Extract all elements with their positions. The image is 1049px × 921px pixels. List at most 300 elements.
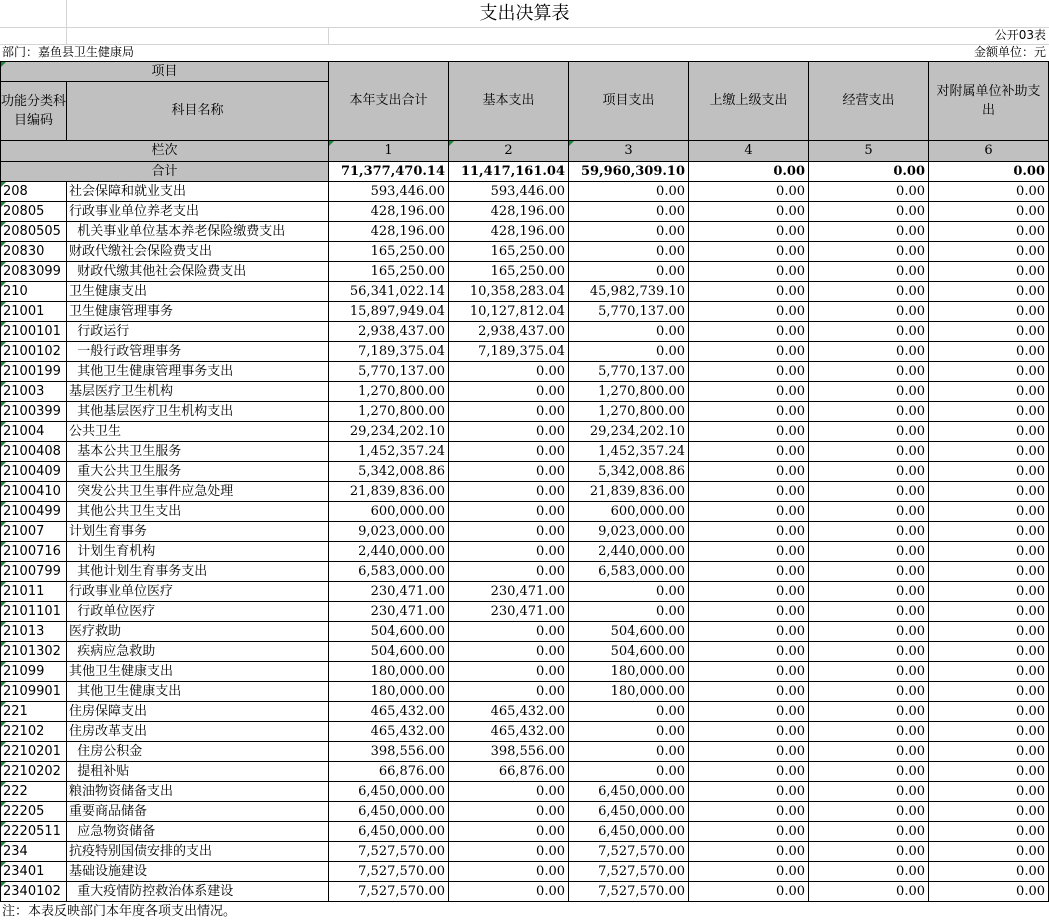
row-value[interactable]: 6,583,000.00	[569, 562, 689, 582]
row-value[interactable]: 0.00	[689, 342, 809, 362]
total-value[interactable]: 0.00	[689, 162, 809, 182]
row-value[interactable]: 0.00	[689, 322, 809, 342]
row-code[interactable]: 23401	[0, 862, 67, 882]
row-value[interactable]: 0.00	[929, 522, 1049, 542]
row-value[interactable]: 0.00	[809, 882, 929, 902]
row-value[interactable]: 1,270,800.00	[569, 402, 689, 422]
row-code[interactable]: 2100499	[0, 502, 67, 522]
row-value[interactable]: 0.00	[569, 582, 689, 602]
row-name[interactable]: 一般行政管理事务	[67, 342, 329, 362]
row-value[interactable]: 398,556.00	[449, 742, 569, 762]
row-value[interactable]: 0.00	[929, 402, 1049, 422]
row-value[interactable]: 6,583,000.00	[329, 562, 449, 582]
row-value[interactable]: 465,432.00	[329, 702, 449, 722]
total-value[interactable]: 0.00	[929, 162, 1049, 182]
row-value[interactable]: 0.00	[809, 602, 929, 622]
row-value[interactable]: 0.00	[449, 882, 569, 902]
row-value[interactable]: 0.00	[809, 502, 929, 522]
row-value[interactable]: 428,196.00	[329, 202, 449, 222]
row-value[interactable]: 0.00	[689, 242, 809, 262]
row-value[interactable]: 0.00	[569, 202, 689, 222]
row-value[interactable]: 0.00	[809, 442, 929, 462]
title-cell-a[interactable]	[0, 0, 67, 27]
row-code[interactable]: 2100410	[0, 482, 67, 502]
row-value[interactable]: 0.00	[929, 562, 1049, 582]
row-value[interactable]: 428,196.00	[449, 202, 569, 222]
row-name[interactable]: 住房保障支出	[67, 702, 329, 722]
row-value[interactable]: 10,358,283.04	[449, 282, 569, 302]
row-name[interactable]: 疾病应急救助	[67, 642, 329, 662]
row-value[interactable]: 0.00	[929, 702, 1049, 722]
row-value[interactable]: 21,839,836.00	[329, 482, 449, 502]
row-code[interactable]: 21013	[0, 622, 67, 642]
row-value[interactable]: 1,270,800.00	[329, 402, 449, 422]
row-value[interactable]: 0.00	[569, 702, 689, 722]
row-value[interactable]: 0.00	[929, 462, 1049, 482]
row-value[interactable]: 0.00	[449, 662, 569, 682]
row-value[interactable]: 1,270,800.00	[569, 382, 689, 402]
row-value[interactable]: 0.00	[689, 802, 809, 822]
row-name[interactable]: 计划生育事务	[67, 522, 329, 542]
row-value[interactable]: 0.00	[449, 542, 569, 562]
row-code[interactable]: 21099	[0, 662, 67, 682]
row-code[interactable]: 2100716	[0, 542, 67, 562]
row-name[interactable]: 其他卫生健康支出	[67, 682, 329, 702]
row-value[interactable]: 0.00	[449, 502, 569, 522]
row-value[interactable]: 0.00	[569, 762, 689, 782]
row-value[interactable]: 0.00	[809, 222, 929, 242]
row-name[interactable]: 行政事业单位医疗	[67, 582, 329, 602]
row-value[interactable]: 6,450,000.00	[329, 782, 449, 802]
row-value[interactable]: 1,452,357.24	[569, 442, 689, 462]
row-value[interactable]: 9,023,000.00	[569, 522, 689, 542]
row-value[interactable]: 10,127,812.04	[449, 302, 569, 322]
row-name[interactable]: 行政运行	[67, 322, 329, 342]
row-value[interactable]: 45,982,739.10	[569, 282, 689, 302]
row-value[interactable]: 504,600.00	[329, 642, 449, 662]
row-value[interactable]: 5,770,137.00	[569, 362, 689, 382]
row-value[interactable]: 7,527,570.00	[569, 882, 689, 902]
row-value[interactable]: 0.00	[449, 562, 569, 582]
row-value[interactable]: 0.00	[809, 822, 929, 842]
row-value[interactable]: 0.00	[449, 622, 569, 642]
row-value[interactable]: 7,527,570.00	[329, 862, 449, 882]
row-name[interactable]: 基层医疗卫生机构	[67, 382, 329, 402]
row-value[interactable]: 0.00	[689, 282, 809, 302]
row-value[interactable]: 0.00	[809, 782, 929, 802]
row-code[interactable]: 2210202	[0, 762, 67, 782]
row-code[interactable]: 208	[0, 182, 67, 202]
row-value[interactable]: 0.00	[689, 602, 809, 622]
row-code[interactable]: 222	[0, 782, 67, 802]
row-value[interactable]: 0.00	[689, 722, 809, 742]
row-value[interactable]: 0.00	[689, 262, 809, 282]
row-value[interactable]: 165,250.00	[329, 262, 449, 282]
row-value[interactable]: 0.00	[569, 262, 689, 282]
row-value[interactable]: 7,189,375.04	[329, 342, 449, 362]
row-value[interactable]: 0.00	[929, 542, 1049, 562]
row-value[interactable]: 0.00	[929, 602, 1049, 622]
row-value[interactable]: 0.00	[689, 302, 809, 322]
row-value[interactable]: 0.00	[809, 622, 929, 642]
row-value[interactable]: 428,196.00	[329, 222, 449, 242]
row-name[interactable]: 行政事业单位养老支出	[67, 202, 329, 222]
column-no-3: 3	[569, 141, 689, 162]
row-value[interactable]: 0.00	[569, 342, 689, 362]
row-value[interactable]: 6,450,000.00	[329, 822, 449, 842]
row-value[interactable]: 5,770,137.00	[329, 362, 449, 382]
row-value[interactable]: 0.00	[449, 782, 569, 802]
row-value[interactable]: 165,250.00	[329, 242, 449, 262]
row-code[interactable]: 2210201	[0, 742, 67, 762]
row-value[interactable]: 0.00	[569, 742, 689, 762]
row-value[interactable]: 0.00	[929, 322, 1049, 342]
row-code[interactable]: 2080505	[0, 222, 67, 242]
row-value[interactable]: 0.00	[449, 522, 569, 542]
row-value[interactable]: 0.00	[809, 342, 929, 362]
row-value[interactable]: 0.00	[809, 362, 929, 382]
row-value[interactable]: 593,446.00	[449, 182, 569, 202]
row-value[interactable]: 0.00	[809, 842, 929, 862]
row-name[interactable]: 应急物资储备	[67, 822, 329, 842]
row-value[interactable]: 0.00	[689, 462, 809, 482]
row-value[interactable]: 0.00	[929, 282, 1049, 302]
row-value[interactable]: 0.00	[689, 402, 809, 422]
row-value[interactable]: 5,342,008.86	[329, 462, 449, 482]
row-name[interactable]: 财政代缴社会保险费支出	[67, 242, 329, 262]
table-row	[0, 262, 1049, 282]
row-value[interactable]: 0.00	[689, 582, 809, 602]
row-value[interactable]: 0.00	[929, 262, 1049, 282]
row-value[interactable]: 504,600.00	[569, 642, 689, 662]
row-value[interactable]: 2,938,437.00	[329, 322, 449, 342]
row-value[interactable]: 0.00	[809, 662, 929, 682]
row-value[interactable]: 0.00	[689, 542, 809, 562]
row-value[interactable]: 0.00	[569, 722, 689, 742]
row-value[interactable]: 2,440,000.00	[569, 542, 689, 562]
row-value[interactable]: 0.00	[809, 482, 929, 502]
row-name[interactable]: 计划生育机构	[67, 542, 329, 562]
row-value[interactable]: 5,342,008.86	[569, 462, 689, 482]
row-name[interactable]: 社会保障和就业支出	[67, 182, 329, 202]
row-code[interactable]: 2220511	[0, 822, 67, 842]
row-value[interactable]: 0.00	[689, 202, 809, 222]
row-name[interactable]: 医疗救助	[67, 622, 329, 642]
text-number-marker-icon	[329, 141, 334, 146]
row-value[interactable]: 504,600.00	[569, 622, 689, 642]
row-value[interactable]: 7,527,570.00	[329, 882, 449, 902]
row-name[interactable]: 卫生健康支出	[67, 282, 329, 302]
row-value[interactable]: 0.00	[689, 762, 809, 782]
row-value[interactable]: 0.00	[689, 562, 809, 582]
row-value[interactable]: 180,000.00	[329, 682, 449, 702]
row-value[interactable]: 0.00	[689, 862, 809, 882]
row-value[interactable]: 465,432.00	[449, 722, 569, 742]
row-value[interactable]: 0.00	[809, 582, 929, 602]
row-value[interactable]: 0.00	[689, 842, 809, 862]
row-value[interactable]: 2,440,000.00	[329, 542, 449, 562]
row-value[interactable]: 0.00	[569, 602, 689, 622]
row-name[interactable]: 其他基层医疗卫生机构支出	[67, 402, 329, 422]
total-value[interactable]: 71,377,470.14	[329, 162, 449, 182]
row-value[interactable]: 465,432.00	[329, 722, 449, 742]
row-value[interactable]: 0.00	[449, 482, 569, 502]
row-value[interactable]: 0.00	[449, 442, 569, 462]
row-value[interactable]: 0.00	[809, 742, 929, 762]
row-value[interactable]: 2,938,437.00	[449, 322, 569, 342]
row-value[interactable]: 29,234,202.10	[329, 422, 449, 442]
row-value[interactable]: 1,452,357.24	[329, 442, 449, 462]
row-value[interactable]: 0.00	[809, 402, 929, 422]
row-value[interactable]: 29,234,202.10	[569, 422, 689, 442]
row-value[interactable]: 6,450,000.00	[569, 802, 689, 822]
row-name[interactable]: 财政代缴其他社会保险费支出	[67, 262, 329, 282]
row-value[interactable]: 0.00	[569, 242, 689, 262]
row-value[interactable]: 0.00	[809, 182, 929, 202]
row-code[interactable]: 2340102	[0, 882, 67, 902]
row-value[interactable]: 0.00	[809, 722, 929, 742]
row-value[interactable]: 0.00	[809, 282, 929, 302]
row-value[interactable]: 9,023,000.00	[329, 522, 449, 542]
row-value[interactable]: 0.00	[809, 762, 929, 782]
row-value[interactable]: 0.00	[929, 782, 1049, 802]
row-value[interactable]: 600,000.00	[329, 502, 449, 522]
row-value[interactable]: 0.00	[929, 842, 1049, 862]
row-value[interactable]: 0.00	[929, 762, 1049, 782]
blank-cell[interactable]	[0, 27, 67, 44]
row-value[interactable]: 66,876.00	[329, 762, 449, 782]
row-value[interactable]: 6,450,000.00	[329, 802, 449, 822]
row-name[interactable]: 其他卫生健康管理事务支出	[67, 362, 329, 382]
row-code[interactable]: 21011	[0, 582, 67, 602]
row-value[interactable]: 230,471.00	[449, 582, 569, 602]
row-code[interactable]: 22205	[0, 802, 67, 822]
row-value[interactable]: 180,000.00	[569, 662, 689, 682]
row-value[interactable]: 0.00	[689, 422, 809, 442]
row-value[interactable]: 0.00	[929, 222, 1049, 242]
row-code[interactable]: 2100409	[0, 462, 67, 482]
row-value[interactable]: 230,471.00	[329, 602, 449, 622]
row-code[interactable]: 20805	[0, 202, 67, 222]
row-value[interactable]: 0.00	[569, 222, 689, 242]
row-code[interactable]: 2100199	[0, 362, 67, 382]
row-value[interactable]: 0.00	[449, 402, 569, 422]
row-value[interactable]: 0.00	[689, 642, 809, 662]
row-value[interactable]: 593,446.00	[329, 182, 449, 202]
row-name[interactable]: 重大疫情防控救治体系建设	[67, 882, 329, 902]
row-value[interactable]: 0.00	[689, 822, 809, 842]
row-value[interactable]: 180,000.00	[329, 662, 449, 682]
row-value[interactable]: 165,250.00	[449, 262, 569, 282]
row-value[interactable]: 0.00	[809, 802, 929, 822]
row-value[interactable]: 0.00	[929, 622, 1049, 642]
row-value[interactable]: 0.00	[569, 322, 689, 342]
row-value[interactable]: 1,270,800.00	[329, 382, 449, 402]
row-value[interactable]: 0.00	[929, 422, 1049, 442]
row-value[interactable]: 7,527,570.00	[569, 842, 689, 862]
row-code[interactable]: 2100102	[0, 342, 67, 362]
row-name[interactable]: 其他卫生健康支出	[67, 662, 329, 682]
row-value[interactable]: 0.00	[569, 182, 689, 202]
row-value[interactable]: 0.00	[929, 202, 1049, 222]
row-code[interactable]: 21003	[0, 382, 67, 402]
row-value[interactable]: 0.00	[929, 802, 1049, 822]
row-code[interactable]: 210	[0, 282, 67, 302]
row-value[interactable]: 0.00	[449, 862, 569, 882]
row-code[interactable]: 20830	[0, 242, 67, 262]
row-code[interactable]: 2100799	[0, 562, 67, 582]
row-value[interactable]: 0.00	[929, 502, 1049, 522]
row-value[interactable]: 0.00	[929, 382, 1049, 402]
row-value[interactable]: 0.00	[449, 802, 569, 822]
row-value[interactable]: 0.00	[809, 202, 929, 222]
row-value[interactable]: 0.00	[809, 462, 929, 482]
row-value[interactable]: 0.00	[929, 862, 1049, 882]
row-code[interactable]: 21004	[0, 422, 67, 442]
row-value[interactable]: 0.00	[809, 562, 929, 582]
row-name[interactable]: 重要商品储备	[67, 802, 329, 822]
row-value[interactable]: 6,450,000.00	[569, 782, 689, 802]
row-name[interactable]: 公共卫生	[67, 422, 329, 442]
row-value[interactable]: 0.00	[689, 702, 809, 722]
row-value[interactable]: 56,341,022.14	[329, 282, 449, 302]
row-value[interactable]: 0.00	[689, 222, 809, 242]
row-value[interactable]: 0.00	[449, 382, 569, 402]
row-value[interactable]: 0.00	[929, 302, 1049, 322]
row-value[interactable]: 0.00	[809, 242, 929, 262]
row-code[interactable]: 22102	[0, 722, 67, 742]
total-value[interactable]: 0.00	[809, 162, 929, 182]
row-name[interactable]: 其他计划生育事务支出	[67, 562, 329, 582]
row-value[interactable]: 0.00	[449, 362, 569, 382]
row-value[interactable]: 398,556.00	[329, 742, 449, 762]
row-value[interactable]: 0.00	[809, 522, 929, 542]
row-value[interactable]: 7,189,375.04	[449, 342, 569, 362]
row-name[interactable]: 重大公共卫生服务	[67, 462, 329, 482]
row-value[interactable]: 0.00	[689, 382, 809, 402]
row-value[interactable]: 0.00	[809, 702, 929, 722]
row-value[interactable]: 6,450,000.00	[569, 822, 689, 842]
row-value[interactable]: 230,471.00	[449, 602, 569, 622]
row-value[interactable]: 0.00	[449, 422, 569, 442]
row-value[interactable]: 0.00	[689, 742, 809, 762]
row-name[interactable]: 粮油物资储备支出	[67, 782, 329, 802]
row-value[interactable]: 0.00	[929, 182, 1049, 202]
row-code[interactable]: 2109901	[0, 682, 67, 702]
row-value[interactable]: 0.00	[929, 362, 1049, 382]
row-value[interactable]: 0.00	[809, 642, 929, 662]
row-value[interactable]: 0.00	[809, 862, 929, 882]
row-value[interactable]: 0.00	[809, 322, 929, 342]
row-value[interactable]: 504,600.00	[329, 622, 449, 642]
row-code[interactable]: 2100408	[0, 442, 67, 462]
row-value[interactable]: 0.00	[689, 662, 809, 682]
row-value[interactable]: 0.00	[689, 622, 809, 642]
row-value[interactable]: 0.00	[929, 482, 1049, 502]
row-value[interactable]: 0.00	[809, 262, 929, 282]
row-value[interactable]: 0.00	[929, 442, 1049, 462]
row-value[interactable]: 230,471.00	[329, 582, 449, 602]
row-name[interactable]: 住房公积金	[67, 742, 329, 762]
row-value[interactable]: 0.00	[449, 642, 569, 662]
row-code[interactable]: 2101101	[0, 602, 67, 622]
row-name[interactable]: 基本公共卫生服务	[67, 442, 329, 462]
row-code[interactable]: 2083099	[0, 262, 67, 282]
row-value[interactable]: 0.00	[689, 482, 809, 502]
row-value[interactable]: 0.00	[929, 342, 1049, 362]
row-value[interactable]: 0.00	[689, 682, 809, 702]
row-name[interactable]: 基础设施建设	[67, 862, 329, 882]
row-value[interactable]: 15,897,949.04	[329, 302, 449, 322]
row-name[interactable]: 其他公共卫生支出	[67, 502, 329, 522]
row-name[interactable]: 卫生健康管理事务	[67, 302, 329, 322]
row-value[interactable]: 0.00	[689, 182, 809, 202]
row-name[interactable]: 机关事业单位基本养老保险缴费支出	[67, 222, 329, 242]
row-value[interactable]: 0.00	[689, 502, 809, 522]
row-code[interactable]: 21001	[0, 302, 67, 322]
row-value[interactable]: 0.00	[449, 462, 569, 482]
row-value[interactable]: 0.00	[929, 242, 1049, 262]
row-value[interactable]: 66,876.00	[449, 762, 569, 782]
row-code[interactable]: 2100101	[0, 322, 67, 342]
row-code[interactable]: 21007	[0, 522, 67, 542]
row-name[interactable]: 行政单位医疗	[67, 602, 329, 622]
row-value[interactable]: 5,770,137.00	[569, 302, 689, 322]
blank-cell[interactable]	[67, 27, 329, 44]
row-value[interactable]: 465,432.00	[449, 702, 569, 722]
row-name[interactable]: 抗疫特别国债安排的支出	[67, 842, 329, 862]
row-value[interactable]: 21,839,836.00	[569, 482, 689, 502]
row-value[interactable]: 0.00	[929, 662, 1049, 682]
row-code[interactable]: 2100399	[0, 402, 67, 422]
row-code[interactable]: 221	[0, 702, 67, 722]
row-code[interactable]: 234	[0, 842, 67, 862]
row-value[interactable]: 0.00	[809, 302, 929, 322]
row-code[interactable]: 2101302	[0, 642, 67, 662]
row-value[interactable]: 0.00	[929, 742, 1049, 762]
total-value[interactable]: 11,417,161.04	[449, 162, 569, 182]
row-value[interactable]: 180,000.00	[569, 682, 689, 702]
row-value[interactable]: 0.00	[689, 782, 809, 802]
row-value[interactable]: 0.00	[929, 582, 1049, 602]
row-value[interactable]: 165,250.00	[449, 242, 569, 262]
row-value[interactable]: 7,527,570.00	[569, 862, 689, 882]
row-value[interactable]: 7,527,570.00	[329, 842, 449, 862]
total-value[interactable]: 59,960,309.10	[569, 162, 689, 182]
row-value[interactable]: 0.00	[929, 682, 1049, 702]
row-name[interactable]: 住房改革支出	[67, 722, 329, 742]
row-value[interactable]: 428,196.00	[449, 222, 569, 242]
row-value[interactable]: 0.00	[449, 842, 569, 862]
row-name[interactable]: 提租补贴	[67, 762, 329, 782]
row-value[interactable]: 0.00	[929, 882, 1049, 902]
row-value[interactable]: 0.00	[809, 542, 929, 562]
row-value[interactable]: 0.00	[689, 442, 809, 462]
row-value[interactable]: 0.00	[929, 722, 1049, 742]
row-name[interactable]: 突发公共卫生事件应急处理	[67, 482, 329, 502]
row-value[interactable]: 600,000.00	[569, 502, 689, 522]
row-value[interactable]: 0.00	[929, 822, 1049, 842]
row-value[interactable]: 0.00	[449, 822, 569, 842]
row-value[interactable]: 0.00	[689, 882, 809, 902]
row-value[interactable]: 0.00	[689, 522, 809, 542]
row-value[interactable]: 0.00	[809, 682, 929, 702]
row-value[interactable]: 0.00	[929, 642, 1049, 662]
row-value[interactable]: 0.00	[449, 682, 569, 702]
row-value[interactable]: 0.00	[689, 362, 809, 382]
row-value[interactable]: 0.00	[809, 382, 929, 402]
row-value[interactable]: 0.00	[809, 422, 929, 442]
